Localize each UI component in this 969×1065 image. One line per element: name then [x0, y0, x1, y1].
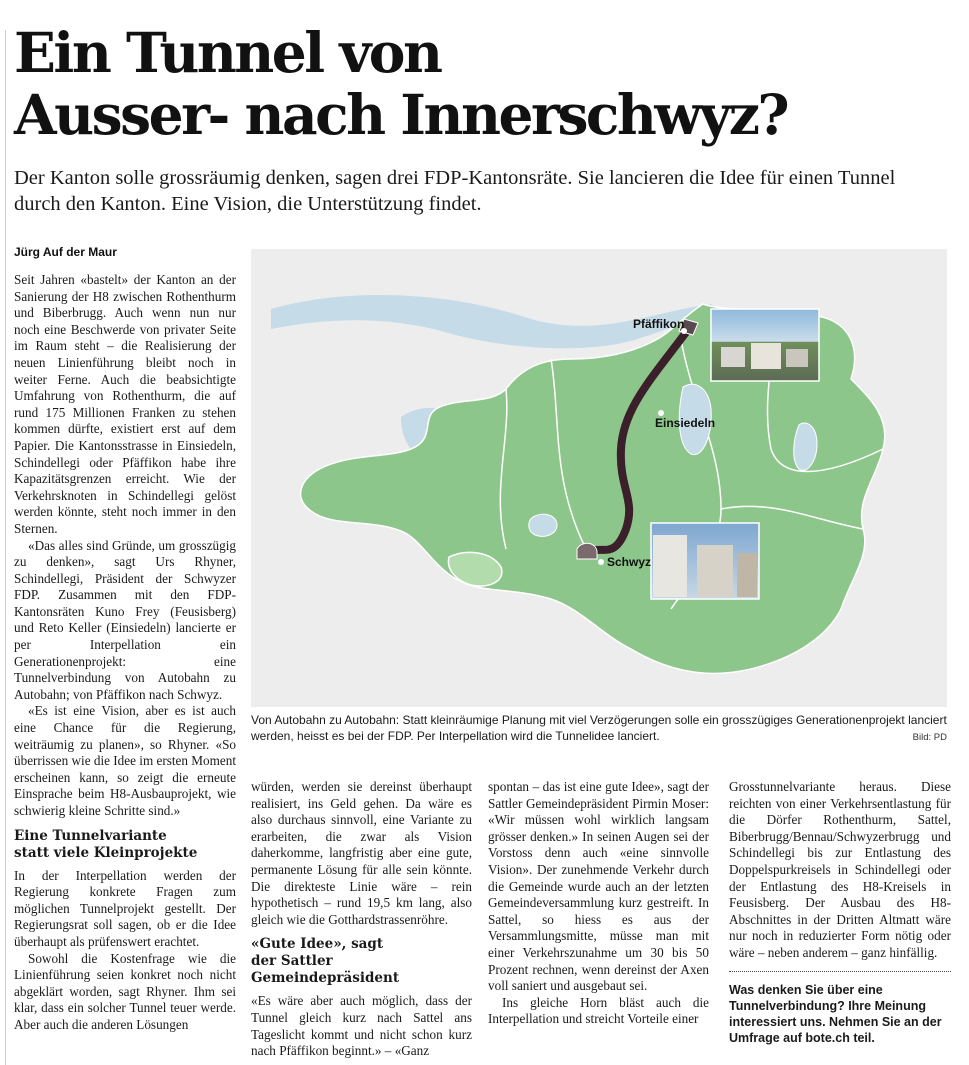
author-byline: Jürg Auf der Maur	[14, 245, 117, 259]
label-schwyz: Schwyz	[607, 555, 652, 569]
headline-line-1: Ein Tunnel von	[14, 20, 441, 85]
subheading	[14, 828, 236, 862]
label-einsiedeln: Einsiedeln	[655, 416, 716, 430]
tunnel-portal-south	[577, 543, 597, 559]
article-column-4	[729, 779, 951, 1046]
tunnel-map-figure	[251, 249, 947, 707]
label-pfaeffikon: Pfäffikon	[633, 317, 685, 331]
subheading-line-2: der Sattler Gemeindepräsident	[251, 953, 400, 987]
paragraph: spontan – das ist eine gute Idee», sagt der Sattler Gemeindepräsident Pirmin Moser: «Wir müssen wohl wirklich langsam grösser denken.» In seinen Augen sei der Vorstoss denn auch «eine sinnvolle Vision». Der zunehmende Verkehr durch die Gemeinde wurde auch an der letzten Gemeindeversammlung kurz gestreift. In Sattel, so hiess es aus der Versammlungsmitte, müsse man mit einer Verkehrszunahme um 30 bis 50 Prozent rechnen, wenn dereinst der Axen voll saniert und ausgebaut sei.	[488, 779, 709, 994]
article-column-2	[251, 779, 472, 1060]
subheading	[251, 936, 472, 987]
subheading-line-1: «Gute Idee», sagt	[251, 936, 384, 953]
paragraph: «Es wäre aber auch möglich, dass der Tunnel gleich kurz nach Sattel ans Tageslicht kommt und nicht schon kurz nach Pfäffikon beginnt.» – «Ganz	[251, 993, 472, 1059]
paragraph: Ins gleiche Horn bläst auch die Interpellation und streicht Vorteile einer	[488, 994, 709, 1027]
article-column-3	[488, 779, 709, 1028]
dotted-divider	[729, 971, 951, 972]
paragraph: Seit Jahren «bastelt» der Kanton an der Sanierung der H8 zwischen Rothenthurm und Biberbrugg. Auch wenn nun nur noch eine Beschwerde von privater Seite im Raum steht – die Realisierung der neuen Linienführung bleibt noch in weiter Ferne. Auch die beabsichtigte Umfahrung von Rothenthurm, die auf rund 175 Millionen Franken zu stehen kommen dürfte, existiert erst auf dem Papier. Die Kantonsstrasse in Einsiedeln, Schindellegi oder Pfäffikon habe ihre Kapazitätsgrenzen erreicht. Wie der Verkehrsknoten in Schindellegi gelöst werden könnte, steht noch immer in den Sternen.	[14, 272, 236, 536]
survey-promo: Was denken Sie über eine Tunnelverbindung? Ihre Meinung interessiert uns. Nehmen Sie an der Umfrage auf bote.ch teil.	[729, 982, 942, 1045]
lead-paragraph: Der Kanton solle grossräumig denken, sagen drei FDP-Kantonsräte. Sie lancieren die Idee für einen Tunnel durch den Kanton. Eine Vision, die Unterstützung findet.	[14, 167, 896, 215]
article-column-1	[14, 272, 236, 1034]
paragraph: würden, werden sie dereinst überhaupt realisiert, ins Geld gehen. Da wäre es also durchaus sinnvoll, eine Variante zu erarbeiten, die zwar als Vision daherkomme, langfristig aber eine gute, permanente Lösung für alle sein könnte. Die direkteste Linie wäre – rein hypothetisch – rund 19,5 km lang, also gleich wie die Gotthardstrassenröhre.	[251, 779, 472, 927]
photo-pfaeffikon	[711, 309, 819, 381]
paragraph: «Das alles sind Gründe, um grosszügig zu denken», sagt Urs Rhyner, Schindellegi, Präsident der Schwyzer FDP. Zusammen mit den FDP-Kantonsräten Kuno Frey (Feusisberg) und Reto Keller (Einsiedeln) lancierte er per Interpellation ein Generationenprojekt: eine Tunnelverbindung von Autobahn zu Autobahn; von Pfäffikon nach Schwyz.	[14, 537, 236, 702]
paragraph: «Es ist eine Vision, aber es ist auch eine Chance für die Regierung, weiträumig zu planen», so Rhyner. «So überrissen wie die Idee im ersten Moment erscheinen kann, so zeigt die erneute Einsprache beim H8-Ausbauprojekt, wie schwierig kleine Schritte sind.»	[14, 703, 236, 818]
canton-map	[251, 249, 947, 707]
paragraph: Grosstunnelvariante heraus. Diese reichten von einer Verkehrsentlastung für die Dörfer Rothenthurm, Sattel, Biberbrugg/Bennau/Schwyzerbrugg und Schindellegi bis zur Entlastung des Doppelspurkreisels in Schindellegi oder der Entlastung des H8-Kreisels in Feusisberg. Der Ausbau des H8-Abschnittes in der Dritten Altmatt wäre nur noch in reduzierter Form nötig oder wäre – neben anderem – ganz hinfällig.	[729, 779, 951, 960]
photo-credit: Bild: PD	[912, 732, 947, 743]
headline-line-2: Ausser- nach Innerschwyz?	[14, 82, 788, 147]
subheading-line-1: Eine Tunnelvariante	[14, 827, 167, 844]
headline	[14, 22, 914, 146]
paragraph: Sowohl die Kostenfrage wie die Linienführung seien konkret noch nicht abgeklärt worden, sagt Rhyner. Ihm sei klar, dass ein solcher Tunnel teuer werde. Aber auch die anderen Lösungen	[14, 950, 236, 1032]
subheading-line-2: statt viele Kleinprojekte	[14, 844, 198, 861]
paragraph: In der Interpellation werden der Regierung konkrete Fragen zum möglichen Tunnelprojekt gestellt. Der Regierungsrat soll sagen, ob er die Idee überhaupt als prüfenswert erachtet.	[14, 867, 236, 949]
schwyz-marker	[598, 559, 604, 565]
figure-caption: Von Autobahn zu Autobahn: Statt kleinräumige Planung mit viel Verzögerungen solle ein grosszügiges Generationenprojekt lanciert werden, heisst es bei der FDP. Per Interpellation wird die Tunnelidee lanciert.	[251, 713, 947, 743]
photo-schwyz	[651, 523, 759, 599]
lake-lauerz	[529, 514, 557, 536]
left-page-rule	[5, 30, 6, 1065]
